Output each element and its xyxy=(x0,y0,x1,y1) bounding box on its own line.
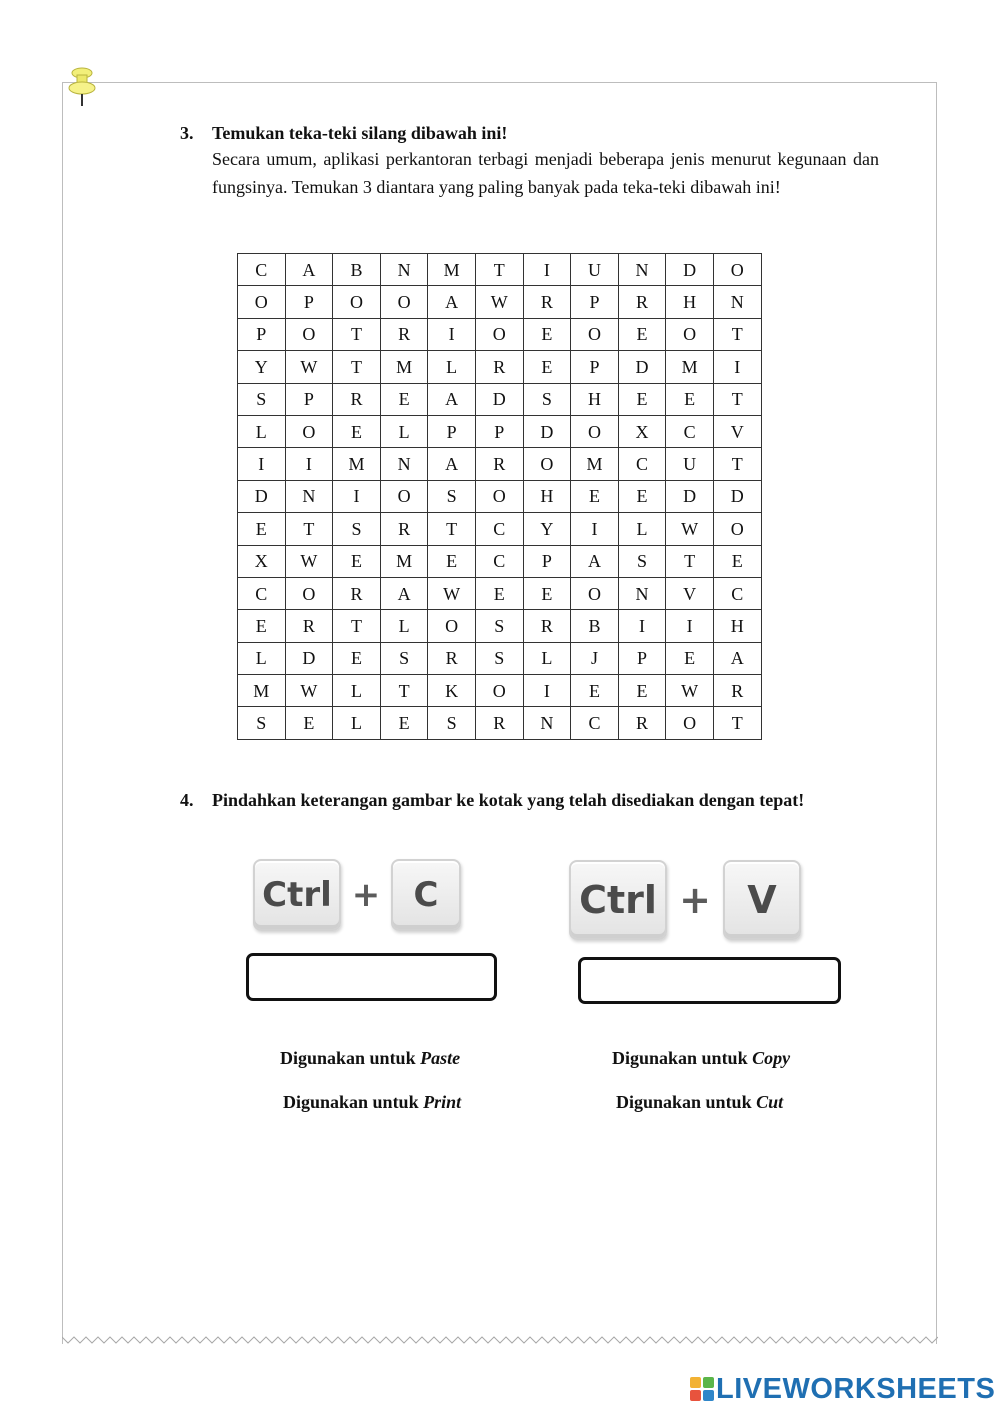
grid-cell[interactable]: I xyxy=(523,675,571,707)
grid-cell[interactable]: E xyxy=(333,415,381,447)
grid-row xyxy=(238,318,762,350)
option-prefix: Digunakan untuk xyxy=(612,1048,753,1068)
grid-cell[interactable]: O xyxy=(571,415,619,447)
grid-cell[interactable]: O xyxy=(571,318,619,350)
grid-cell[interactable]: I xyxy=(238,448,286,480)
grid-cell[interactable]: O xyxy=(475,318,523,350)
grid-cell[interactable]: A xyxy=(380,577,428,609)
grid-cell[interactable]: P xyxy=(523,545,571,577)
grid-cell[interactable]: P xyxy=(571,286,619,318)
grid-cell[interactable]: U xyxy=(666,448,714,480)
grid-cell[interactable]: N xyxy=(380,448,428,480)
grid-cell[interactable]: E xyxy=(380,383,428,415)
grid-cell[interactable]: R xyxy=(380,513,428,545)
answer-drop-box-ctrl-v[interactable] xyxy=(578,957,841,1004)
grid-cell[interactable]: P xyxy=(238,318,286,350)
grid-cell[interactable]: I xyxy=(285,448,333,480)
grid-cell[interactable]: Y xyxy=(238,351,286,383)
liveworksheets-logo-icon xyxy=(690,1377,714,1401)
grid-cell[interactable]: O xyxy=(428,610,476,642)
grid-cell[interactable]: A xyxy=(428,448,476,480)
grid-cell[interactable]: A xyxy=(713,642,761,674)
grid-cell[interactable]: T xyxy=(285,513,333,545)
grid-cell[interactable]: S xyxy=(428,480,476,512)
question-4-title: Pindahkan keterangan gambar ke kotak yang telah disediakan dengan tepat! xyxy=(212,790,805,810)
grid-cell[interactable]: E xyxy=(475,577,523,609)
grid-cell[interactable]: R xyxy=(618,286,666,318)
grid-cell[interactable]: U xyxy=(571,254,619,286)
brand-name: LIVEWORKSHEETS xyxy=(716,1373,996,1405)
grid-cell[interactable]: L xyxy=(238,642,286,674)
grid-cell[interactable]: O xyxy=(475,675,523,707)
grid-cell[interactable]: O xyxy=(475,480,523,512)
grid-cell[interactable]: E xyxy=(618,318,666,350)
grid-cell[interactable]: O xyxy=(571,577,619,609)
grid-cell[interactable]: D xyxy=(713,480,761,512)
grid-cell[interactable]: E xyxy=(238,610,286,642)
grid-cell[interactable]: E xyxy=(571,675,619,707)
grid-cell[interactable]: E xyxy=(523,577,571,609)
draggable-option-paste[interactable] xyxy=(280,1047,460,1069)
grid-cell[interactable]: E xyxy=(238,513,286,545)
grid-row xyxy=(238,480,762,512)
grid-cell[interactable]: I xyxy=(333,480,381,512)
grid-cell[interactable]: N xyxy=(618,254,666,286)
option-prefix: Digunakan untuk xyxy=(280,1048,421,1068)
grid-cell[interactable]: A xyxy=(428,383,476,415)
grid-cell[interactable]: L xyxy=(618,513,666,545)
grid-cell[interactable]: T xyxy=(380,675,428,707)
draggable-option-copy[interactable] xyxy=(612,1047,790,1069)
grid-cell[interactable]: M xyxy=(380,545,428,577)
grid-cell[interactable]: W xyxy=(285,545,333,577)
grid-cell[interactable]: C xyxy=(475,513,523,545)
grid-cell[interactable]: O xyxy=(523,448,571,480)
grid-cell[interactable]: I xyxy=(428,318,476,350)
grid-row xyxy=(238,577,762,609)
grid-cell[interactable]: J xyxy=(571,642,619,674)
grid-cell[interactable]: S xyxy=(475,610,523,642)
grid-cell[interactable]: C xyxy=(475,545,523,577)
grid-cell[interactable]: C xyxy=(238,254,286,286)
grid-row xyxy=(238,610,762,642)
grid-cell[interactable]: S xyxy=(475,642,523,674)
v-key-icon: V xyxy=(723,860,801,940)
grid-row xyxy=(238,642,762,674)
grid-cell[interactable]: H xyxy=(571,383,619,415)
grid-cell[interactable]: I xyxy=(523,254,571,286)
grid-row xyxy=(238,448,762,480)
grid-row xyxy=(238,286,762,318)
grid-cell[interactable]: S xyxy=(380,642,428,674)
grid-cell[interactable]: E xyxy=(618,480,666,512)
grid-cell[interactable]: P xyxy=(285,383,333,415)
grid-cell[interactable]: T xyxy=(713,383,761,415)
option-term: Cut xyxy=(756,1092,784,1112)
grid-cell[interactable]: H xyxy=(713,610,761,642)
grid-cell[interactable]: D xyxy=(666,480,714,512)
grid-cell[interactable]: L xyxy=(380,610,428,642)
grid-cell[interactable]: T xyxy=(713,318,761,350)
grid-cell[interactable]: M xyxy=(238,675,286,707)
ctrl-key-icon: Ctrl xyxy=(569,860,667,940)
grid-cell[interactable]: E xyxy=(523,318,571,350)
grid-cell[interactable]: I xyxy=(571,513,619,545)
grid-cell[interactable]: C xyxy=(713,577,761,609)
grid-cell[interactable]: R xyxy=(475,351,523,383)
grid-cell[interactable]: M xyxy=(666,351,714,383)
grid-cell[interactable]: K xyxy=(428,675,476,707)
question-3-number: 3. xyxy=(180,123,194,143)
grid-cell[interactable]: P xyxy=(571,351,619,383)
grid-cell[interactable]: X xyxy=(238,545,286,577)
grid-cell[interactable]: T xyxy=(333,351,381,383)
grid-cell[interactable]: I xyxy=(713,351,761,383)
grid-cell[interactable]: N xyxy=(380,254,428,286)
plus-sign: + xyxy=(351,875,381,915)
grid-cell[interactable]: H xyxy=(666,286,714,318)
answer-drop-box-ctrl-c[interactable] xyxy=(246,953,497,1001)
grid-cell[interactable]: O xyxy=(285,577,333,609)
grid-cell[interactable]: P xyxy=(285,286,333,318)
grid-cell[interactable]: A xyxy=(428,286,476,318)
grid-cell[interactable]: D xyxy=(618,351,666,383)
grid-cell[interactable]: R xyxy=(475,448,523,480)
grid-cell[interactable]: R xyxy=(475,707,523,739)
grid-cell[interactable]: M xyxy=(571,448,619,480)
pushpin-icon xyxy=(68,66,96,108)
grid-cell[interactable]: L xyxy=(380,415,428,447)
option-prefix: Digunakan untuk xyxy=(283,1092,424,1112)
grid-cell[interactable]: M xyxy=(428,254,476,286)
grid-cell[interactable]: T xyxy=(428,513,476,545)
question-4-number: 4. xyxy=(180,790,194,810)
grid-row xyxy=(238,415,762,447)
grid-cell[interactable]: S xyxy=(618,545,666,577)
grid-cell[interactable]: D xyxy=(285,642,333,674)
grid-cell[interactable]: E xyxy=(333,642,381,674)
question-3-instructions: Secara umum, aplikasi perkantoran terbagi menjadi beberapa jenis menurut kegunaan dan fungsinya. Temukan 3 diantara yang paling banyak pada teka-teki dibawah ini! xyxy=(212,149,879,197)
grid-cell[interactable]: R xyxy=(618,707,666,739)
grid-cell[interactable]: L xyxy=(333,675,381,707)
grid-cell[interactable]: O xyxy=(713,254,761,286)
shortcut-ctrl-v xyxy=(569,860,801,940)
grid-cell[interactable]: C xyxy=(666,415,714,447)
grid-cell[interactable]: R xyxy=(380,318,428,350)
grid-cell[interactable]: E xyxy=(666,383,714,415)
grid-cell[interactable]: E xyxy=(523,351,571,383)
grid-cell[interactable]: N xyxy=(713,286,761,318)
draggable-option-cut[interactable] xyxy=(616,1091,783,1113)
grid-cell[interactable]: Y xyxy=(523,513,571,545)
grid-cell[interactable]: I xyxy=(618,610,666,642)
grid-cell[interactable]: M xyxy=(333,448,381,480)
grid-cell[interactable]: W xyxy=(428,577,476,609)
grid-cell[interactable]: D xyxy=(238,480,286,512)
grid-cell[interactable]: T xyxy=(713,448,761,480)
grid-cell[interactable]: E xyxy=(380,707,428,739)
grid-cell[interactable]: R xyxy=(333,383,381,415)
grid-cell[interactable]: R xyxy=(333,577,381,609)
option-prefix: Digunakan untuk xyxy=(616,1092,757,1112)
grid-cell[interactable]: O xyxy=(285,415,333,447)
word-search-grid xyxy=(237,253,762,740)
grid-cell[interactable]: R xyxy=(428,642,476,674)
grid-cell[interactable]: W xyxy=(666,675,714,707)
grid-cell[interactable]: O xyxy=(713,513,761,545)
grid-cell[interactable]: B xyxy=(571,610,619,642)
grid-cell[interactable]: T xyxy=(333,610,381,642)
grid-cell[interactable]: N xyxy=(523,707,571,739)
grid-cell[interactable]: O xyxy=(333,286,381,318)
grid-cell[interactable]: N xyxy=(618,577,666,609)
question-3-title: Temukan teka-teki silang dibawah ini! xyxy=(212,123,508,143)
grid-cell[interactable]: E xyxy=(571,480,619,512)
grid-cell[interactable]: S xyxy=(523,383,571,415)
grid-cell[interactable]: S xyxy=(428,707,476,739)
option-term: Print xyxy=(423,1092,462,1112)
grid-cell[interactable]: O xyxy=(285,318,333,350)
c-key-icon: C xyxy=(391,859,461,931)
grid-cell[interactable]: I xyxy=(666,610,714,642)
grid-cell[interactable]: E xyxy=(428,545,476,577)
grid-cell[interactable]: S xyxy=(333,513,381,545)
grid-cell[interactable]: P xyxy=(428,415,476,447)
grid-cell[interactable]: W xyxy=(285,351,333,383)
grid-cell[interactable]: A xyxy=(571,545,619,577)
grid-cell[interactable]: T xyxy=(713,707,761,739)
grid-cell[interactable]: L xyxy=(428,351,476,383)
grid-cell[interactable]: V xyxy=(666,577,714,609)
grid-cell[interactable]: D xyxy=(666,254,714,286)
grid-cell[interactable]: V xyxy=(713,415,761,447)
grid-cell[interactable]: A xyxy=(285,254,333,286)
page-torn-edge xyxy=(62,1334,938,1346)
grid-cell[interactable]: N xyxy=(285,480,333,512)
grid-cell[interactable]: L xyxy=(238,415,286,447)
grid-row xyxy=(238,254,762,286)
grid-cell[interactable]: X xyxy=(618,415,666,447)
ctrl-key-icon: Ctrl xyxy=(253,859,341,931)
grid-cell[interactable]: E xyxy=(285,707,333,739)
grid-row xyxy=(238,351,762,383)
grid-cell[interactable]: E xyxy=(618,383,666,415)
grid-cell[interactable]: B xyxy=(333,254,381,286)
liveworksheets-brand[interactable] xyxy=(690,1374,995,1404)
draggable-option-print[interactable] xyxy=(283,1091,461,1113)
grid-cell[interactable]: W xyxy=(475,286,523,318)
grid-cell[interactable]: O xyxy=(380,480,428,512)
grid-cell[interactable]: H xyxy=(523,480,571,512)
grid-cell[interactable]: C xyxy=(571,707,619,739)
grid-cell[interactable]: C xyxy=(238,577,286,609)
grid-cell[interactable]: S xyxy=(238,707,286,739)
grid-cell[interactable]: T xyxy=(666,545,714,577)
grid-row xyxy=(238,675,762,707)
grid-cell[interactable]: D xyxy=(475,383,523,415)
grid-cell[interactable]: C xyxy=(618,448,666,480)
grid-cell[interactable]: O xyxy=(380,286,428,318)
grid-cell[interactable]: O xyxy=(666,318,714,350)
grid-row xyxy=(238,545,762,577)
grid-cell[interactable]: R xyxy=(285,610,333,642)
grid-cell[interactable]: E xyxy=(666,642,714,674)
grid-cell[interactable]: W xyxy=(285,675,333,707)
grid-cell[interactable]: S xyxy=(238,383,286,415)
grid-row xyxy=(238,513,762,545)
grid-cell[interactable]: W xyxy=(666,513,714,545)
grid-cell[interactable]: R xyxy=(523,286,571,318)
shortcut-ctrl-c xyxy=(253,859,461,931)
grid-cell[interactable]: T xyxy=(333,318,381,350)
grid-cell[interactable]: R xyxy=(523,610,571,642)
grid-cell[interactable]: M xyxy=(380,351,428,383)
grid-cell[interactable]: E xyxy=(333,545,381,577)
grid-cell[interactable]: E xyxy=(618,675,666,707)
grid-cell[interactable]: R xyxy=(713,675,761,707)
option-term: Paste xyxy=(420,1048,461,1068)
grid-cell[interactable]: L xyxy=(333,707,381,739)
grid-cell[interactable]: P xyxy=(475,415,523,447)
grid-cell[interactable]: T xyxy=(475,254,523,286)
grid-cell[interactable]: L xyxy=(523,642,571,674)
option-term: Copy xyxy=(752,1048,791,1068)
grid-row xyxy=(238,383,762,415)
grid-cell[interactable]: D xyxy=(523,415,571,447)
grid-row xyxy=(238,707,762,739)
grid-cell[interactable]: O xyxy=(666,707,714,739)
grid-cell[interactable]: P xyxy=(618,642,666,674)
grid-cell[interactable]: O xyxy=(238,286,286,318)
plus-sign: + xyxy=(679,878,711,922)
grid-cell[interactable]: E xyxy=(713,545,761,577)
